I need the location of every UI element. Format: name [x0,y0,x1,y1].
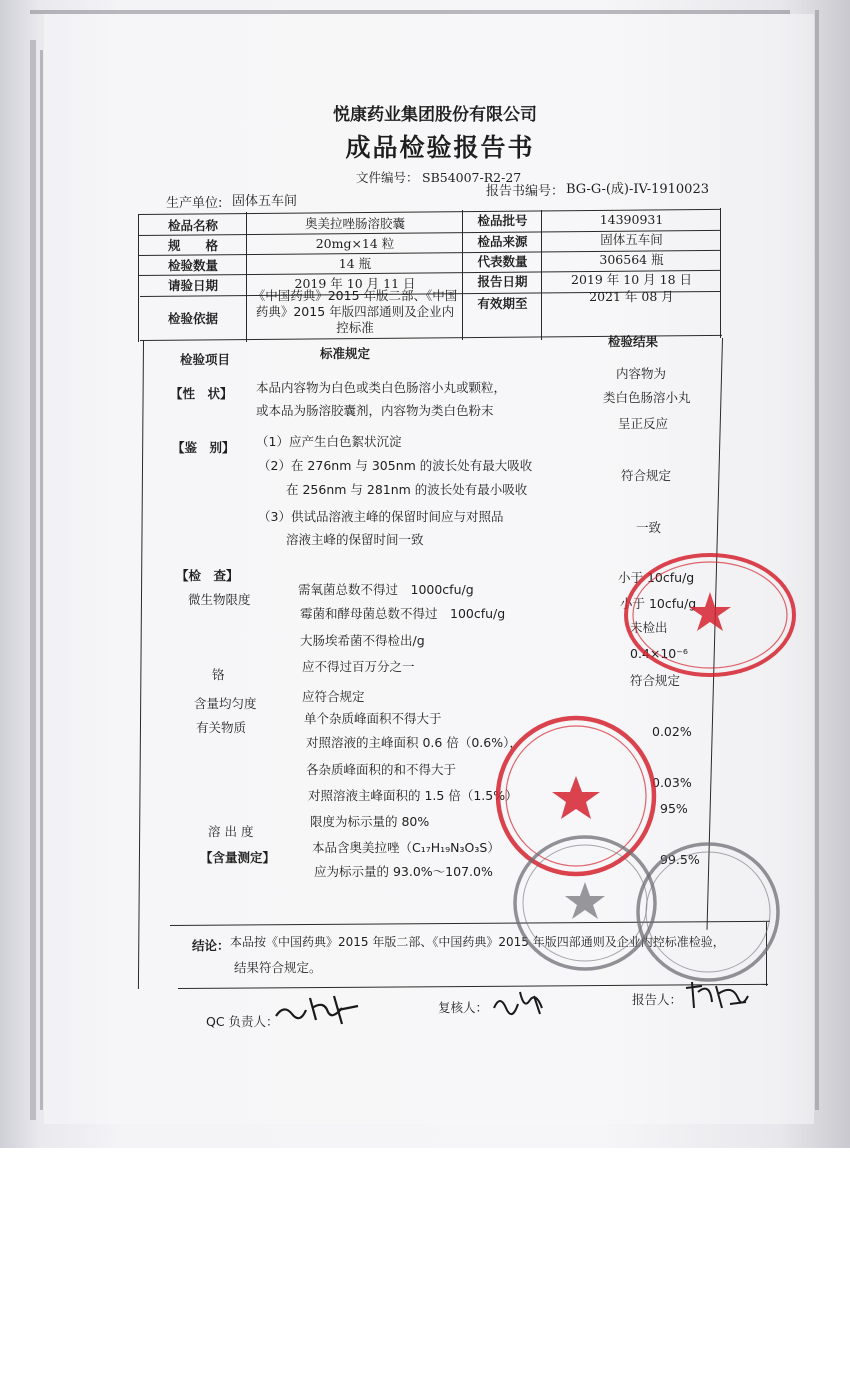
chromium-standard: 应不得过百万分之一 [302,659,415,674]
basis-label: 检验依据 [167,311,218,326]
expiry-value: 2021 年 08 月 [589,289,674,304]
character-standard-2: 或本品为肠溶胶囊剂，内容物为类白色粉末 [256,403,494,418]
conclusion-text-2: 结果符合规定。 [234,960,322,975]
related-standard-3: 各杂质峰面积的和不得大于 [306,762,457,777]
producer-value: 固体五车间 [232,194,298,209]
page-edge-left [30,40,36,1120]
expiry-label: 有效期至 [477,296,528,311]
identification-standard-3b: 溶液主峰的保留时间一致 [286,532,424,547]
micro-standard-1: 需氧菌总数不得过 1000cfu/g [298,582,474,597]
conclusion-label: 结论： [192,938,230,953]
identification-result-2: 符合规定 [621,468,672,483]
micro-result-3: 未检出 [630,620,668,635]
page-title: 成品检验报告书 [345,133,535,162]
micro-result-2: 小于 10cfu/g [620,596,697,611]
request-date-label: 请验日期 [167,278,218,293]
uniformity-result: 符合规定 [630,673,681,688]
report-number-label: 报告书编号： [486,184,565,199]
identification-standard-2b: 在 256nm 与 281nm 的波长处有最小吸收 [286,482,528,497]
reviewer-label: 复核人： [438,1000,489,1015]
doc-number: SB54007-R2-27 [422,170,522,185]
qc-signature [272,990,362,1030]
assay-standard-2: 应为标示量的 93.0%～107.0% [314,864,493,879]
request-date-value: 2019 年 10 月 11 日 [294,276,416,291]
spec-value: 20mg×14 粒 [315,236,395,251]
quantity-label: 检验数量 [167,258,218,273]
quantity-value: 14 瓶 [338,256,372,271]
character-result-1: 内容物为 [616,366,667,381]
identification-result-1: 呈正反应 [618,416,669,431]
dissolution-standard: 限度为标示量的 80% [310,814,430,829]
page-edge-top [30,10,790,14]
chromium-label: 铬 [212,667,225,682]
reporter-label: 报告人： [632,992,683,1007]
uniformity-standard: 应符合规定 [302,689,365,704]
report-number: BG-G-(成)-IV-1910023 [566,182,709,197]
chromium-result: 0.4×10⁻⁶ [630,646,688,661]
dissolution-result: 95% [660,801,688,816]
uniformity-label: 含量均匀度 [194,696,257,711]
character-label: 【性 状】 [170,386,233,401]
company-name: 悦康药业集团股份有限公司 [333,105,537,125]
assay-label: 【含量测定】 [200,850,276,865]
spec-label: 规 格 [167,238,218,253]
identification-standard-1: （1）应产生白色絮状沉淀 [256,434,402,449]
results-result-header: 检验结果 [608,334,659,349]
identification-standard-3a: （3）供试品溶液主峰的保留时间应与对照品 [258,509,504,524]
basis-value: 《中国药典》2015 年版二部、《中国药典》2015 年版四部通则及企业内控标准 [252,288,458,335]
rep-quantity-value: 306564 瓶 [599,252,664,267]
related-standard-2: 对照溶液的主峰面积 0.6 倍（0.6%）， [306,735,522,750]
report-date-value: 2019 年 10 月 18 日 [571,272,692,287]
batch-label: 检品批号 [477,213,528,228]
doc-number-label: 文件编号： [356,170,419,185]
item-name-value: 奥美拉唑肠溶胶囊 [304,216,405,231]
identification-standard-2a: （2）在 276nm 与 305nm 的波长处有最大吸收 [258,458,533,473]
table-line [720,208,721,338]
results-standard-header: 标准规定 [320,346,371,361]
reviewer-signature [490,986,550,1020]
related-standard-1: 单个杂质峰面积不得大于 [304,711,442,726]
rep-quantity-label: 代表数量 [477,254,528,269]
producer-label: 生产单位: [166,196,223,211]
report-date-label: 报告日期 [477,274,528,289]
page-edge-right [815,10,819,1110]
batch-value: 14390931 [599,212,664,227]
dissolution-label: 溶 出 度 [208,824,254,839]
micro-label: 微生物限度 [188,592,251,607]
item-name-label: 检品名称 [167,218,218,233]
character-result-2: 类白色肠溶小丸 [603,390,691,405]
related-substances-label: 有关物质 [196,720,247,735]
conclusion-text-1: 本品按《中国药典》2015 年版二部、《中国药典》2015 年版四部通则及企业内控标准检验， [230,935,725,949]
related-standard-4: 对照溶液主峰面积的 1.5 倍（1.5%） [308,788,518,803]
qc-label: QC 负责人： [206,1014,279,1029]
micro-standard-2: 霉菌和酵母菌总数不得过 100cfu/g [300,606,506,621]
inspection-report-stamp [620,548,800,682]
identification-label: 【鉴 别】 [172,440,235,455]
check-label: 【检 查】 [176,568,239,583]
assay-result: 99.5% [660,852,700,867]
identification-result-3: 一致 [636,520,662,535]
related-result-1: 0.02% [652,724,692,739]
related-result-2: 0.03% [652,775,692,790]
assay-standard-1: 本品含奥美拉唑（C₁₇H₁₉N₃O₃S） [312,840,500,855]
micro-standard-3: 大肠埃希菌不得检出/g [300,633,425,648]
character-standard-1: 本品内容物为白色或类白色肠溶小丸或颗粒， [256,380,507,395]
source-value: 固体五车间 [600,232,663,247]
micro-result-1: 小于 10cfu/g [618,570,695,585]
gray-seal-right [632,838,784,986]
results-item-header: 检验项目 [180,352,231,367]
source-label: 检品来源 [477,234,528,249]
page-edge-left-inner [40,50,43,1110]
